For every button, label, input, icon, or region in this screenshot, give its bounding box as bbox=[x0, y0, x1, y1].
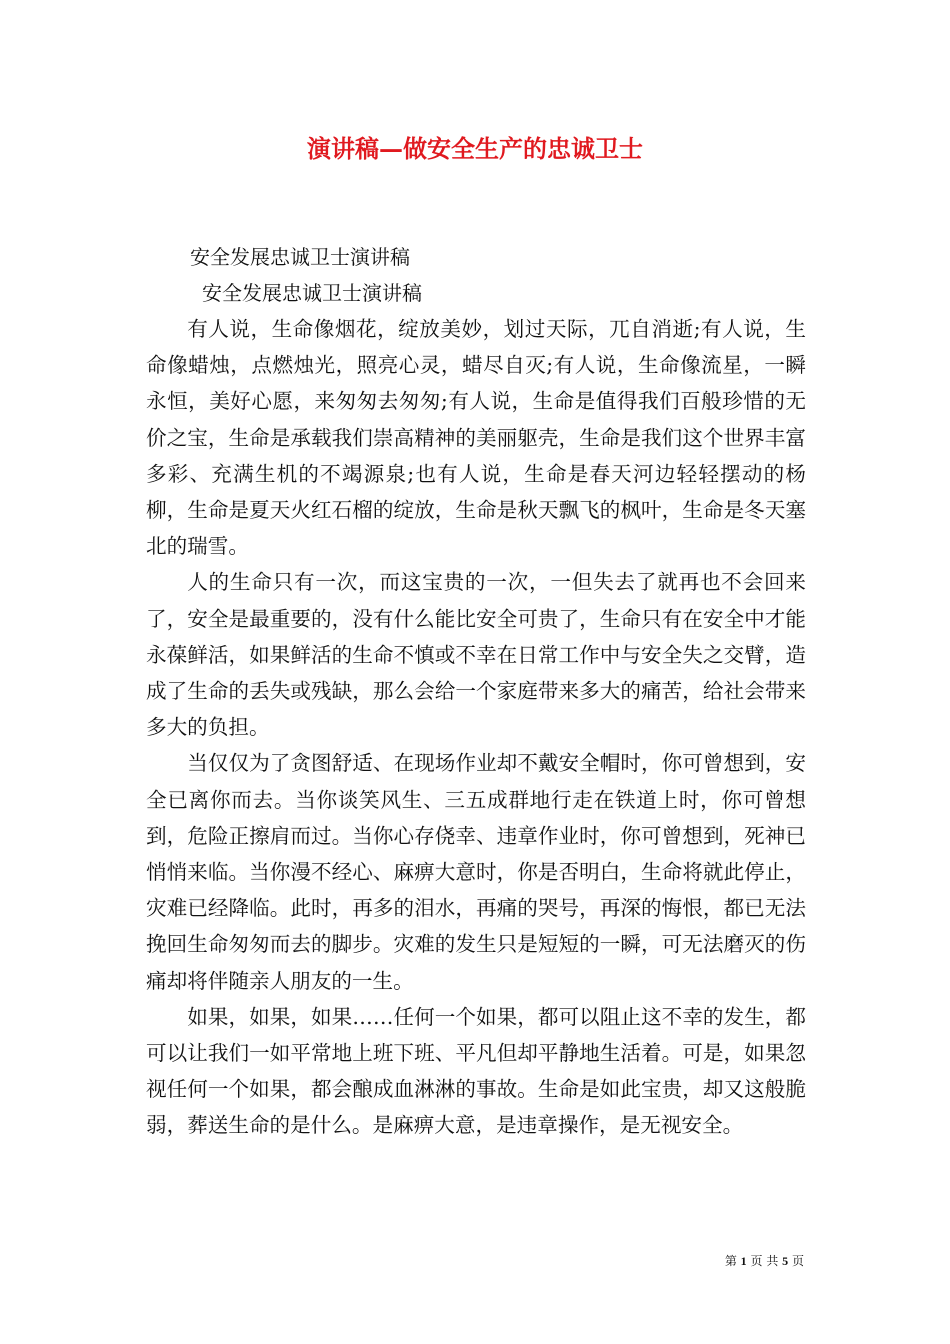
paragraph-2: 人的生命只有一次，而这宝贵的一次，一但失去了就再也不会回来了，安全是最重要的，没有什么能比安全可贵了，生命只有在安全中才能永葆鲜活，如果鲜活的生命不慎或不幸在日常工作中与安全失之交臂，造成了生命的丢失或残缺，那么会给一个家庭带来多大的痛苦，给社会带来多大的负担。 bbox=[146, 570, 806, 740]
document-title: 演讲稿—做安全生产的忠诚卫士 bbox=[307, 134, 643, 163]
subtitle-line-1: 安全发展忠诚卫士演讲稿 bbox=[190, 245, 410, 269]
footer-page-current: 1 bbox=[740, 1254, 747, 1268]
footer-prefix: 第 bbox=[724, 1254, 737, 1268]
document-body bbox=[146, 311, 806, 1144]
paragraph-4: 如果，如果，如果……任何一个如果，都可以阻止这不幸的发生，都可以让我们一如平常地上班下班、平凡但却平静地生活着。可是，如果忽视任何一个如果，都会酿成血淋淋的事故。生命是如此宝贵，却又这般脆弱，葬送生命的是什么。是麻痹大意，是违章操作，是无视安全。 bbox=[146, 1004, 806, 1138]
footer-middle: 页 共 bbox=[750, 1254, 779, 1268]
footer-suffix: 页 bbox=[791, 1254, 804, 1268]
footer-page-total: 5 bbox=[782, 1254, 789, 1268]
paragraph-1: 有人说，生命像烟花，绽放美妙，划过天际，兀自消逝;有人说，生命像蜡烛，点燃烛光，照亮心灵，蜡尽自灭;有人说，生命像流星，一瞬永恒，美好心愿，来匆匆去匆匆;有人说，生命是值得我们百般珍惜的无价之宝，生命是承载我们崇高精神的美丽躯壳，生命是我们这个世界丰富多彩、充满生机的不竭源泉;也有人说，生命是春天河边轻轻摆动的杨柳，生命是夏天火红石榴的绽放，生命是秋天飘飞的枫叶，生命是冬天塞北的瑞雪。 bbox=[146, 317, 806, 559]
page-footer bbox=[725, 1253, 804, 1269]
paragraph-3: 当仅仅为了贪图舒适、在现场作业却不戴安全帽时，你可曾想到，安全已离你而去。当你谈笑风生、三五成群地行走在铁道上时，你可曾想到，危险正擦肩而过。当你心存侥幸、违章作业时，你可曾想到，死神已悄悄来临。当你漫不经心、麻痹大意时，你是否明白，生命将就此停止，灾难已经降临。此时，再多的泪水，再痛的哭号，再深的悔恨，都已无法挽回生命匆匆而去的脚步。灾难的发生只是短短的一瞬，可无法磨灭的伤痛却将伴随亲人朋友的一生。 bbox=[146, 751, 806, 993]
subtitle-line-2: 安全发展忠诚卫士演讲稿 bbox=[202, 281, 422, 305]
